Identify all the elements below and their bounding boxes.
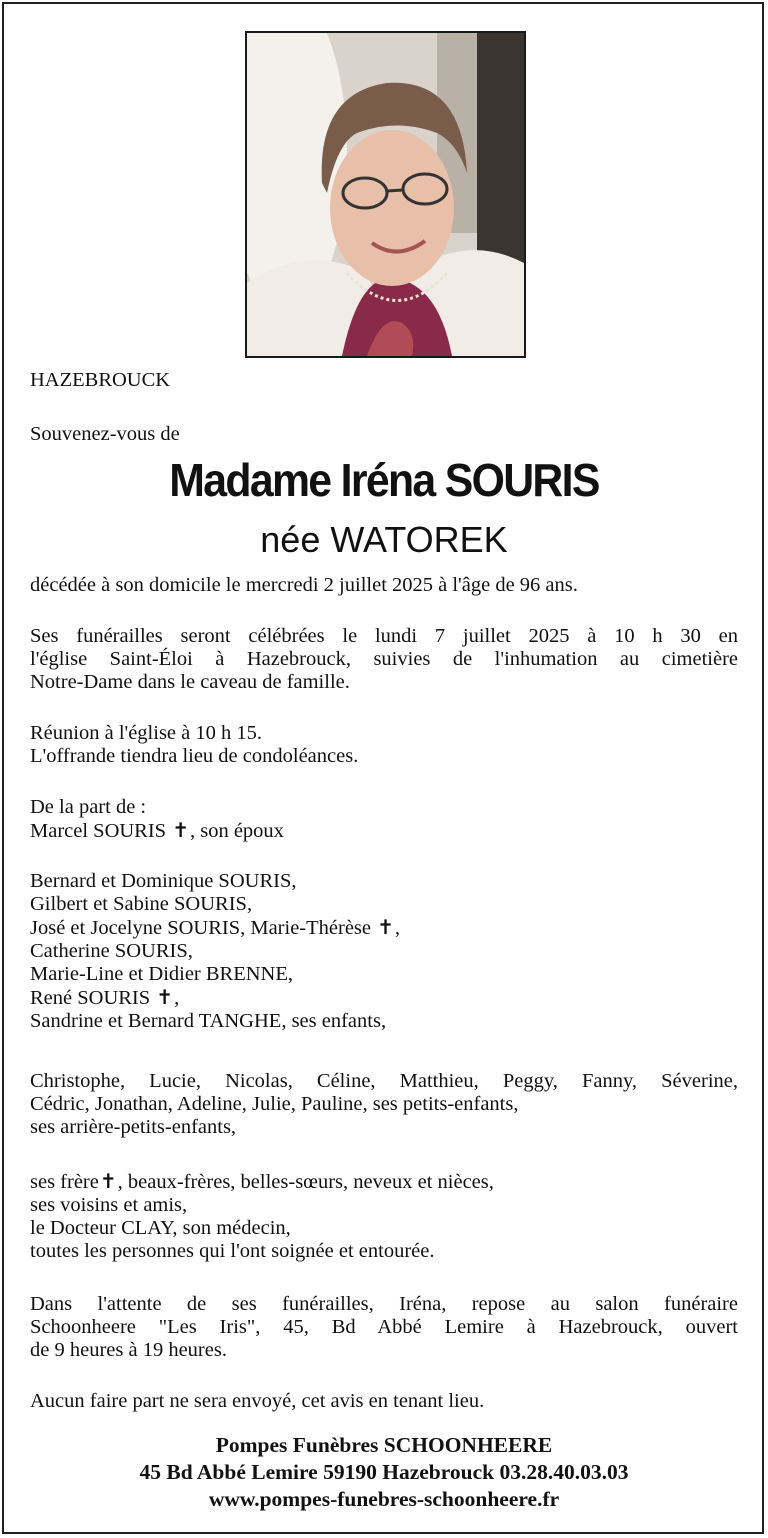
offering-text: L'offrande tiendra lieu de condoléances. (30, 745, 359, 767)
grandchildren-line-3: ses arrière-petits-enfants, (30, 1116, 237, 1138)
children-list (30, 870, 738, 1033)
rest-line-2: Schoonheere "Les Iris", 45, Bd Abbé Lemire à Hazebrouck, ouvert (30, 1316, 738, 1338)
funeral-home-footer (0, 1432, 768, 1513)
meeting-paragraph (30, 722, 738, 768)
rest-paragraph (30, 1293, 738, 1362)
family-line-1 (30, 1170, 738, 1194)
child-line: Gilbert et Sabine SOURIS, (30, 893, 253, 915)
child-text: René SOURIS (30, 987, 151, 1009)
meeting-text: Réunion à l'église à 10 h 15. (30, 722, 262, 744)
rest-line-3: de 9 heures à 19 heures. (30, 1339, 227, 1361)
funeral-line-1: Ses funérailles seront célébrées le lundi 7 juillet 2025 à 10 h 30 en (30, 625, 738, 647)
child-text-end: , (174, 987, 180, 1009)
grandchildren-paragraph (30, 1070, 738, 1139)
cross-icon: ✝ (156, 985, 174, 1009)
family-paragraph (30, 1170, 738, 1263)
spouse-role: , son époux (189, 820, 284, 842)
portrait-photo (245, 31, 526, 358)
child-text: José et Jocelyne SOURIS, Marie-Thérèse (30, 917, 372, 939)
family-text: , beaux-frères, belles-sœurs, neveux et nièces, (117, 1171, 494, 1193)
funeral-line-3: Notre-Dame dans le caveau de famille. (30, 671, 350, 693)
spouse-line (30, 819, 738, 843)
funeral-line-2: l'église Saint-Éloi à Hazebrouck, suivies de l'inhumation au cimetière (30, 648, 738, 670)
intro-text: Souvenez-vous de (30, 423, 180, 445)
family-text: ses frère (30, 1171, 99, 1193)
funeral-paragraph (30, 625, 738, 694)
cross-icon: ✝ (99, 1169, 117, 1193)
child-line: Bernard et Dominique SOURIS, (30, 870, 297, 892)
rest-line-1: Dans l'attente de ses funérailles, Iréna, repose au salon funéraire (30, 1293, 738, 1315)
closing-text: Aucun faire part ne sera envoyé, cet avis en tenant lieu. (30, 1390, 485, 1412)
cross-icon: ✝ (377, 915, 394, 939)
company-website: www.pompes-funebres-schoonheere.fr (208, 1487, 560, 1511)
death-announcement: décédée à son domicile le mercredi 2 juillet 2025 à l'âge de 96 ans. (30, 574, 578, 596)
child-line: Catherine SOURIS, (30, 940, 193, 962)
company-address: 45 Bd Abbé Lemire 59190 Hazebrouck 03.28.40.03.03 (139, 1460, 629, 1484)
deceased-name: Madame Iréna SOURIS (169, 454, 599, 506)
child-line (30, 916, 738, 940)
company-name: Pompes Funèbres SCHOONHEERE (215, 1433, 553, 1457)
spouse-name: Marcel SOURIS (30, 820, 167, 842)
grandchildren-line-1: Christophe, Lucie, Nicolas, Céline, Matthieu, Peggy, Fanny, Séverine, (30, 1070, 738, 1092)
child-text-end: , (394, 917, 401, 939)
child-line: Marie-Line et Didier BRENNE, (30, 963, 294, 985)
family-line-3: le Docteur CLAY, son médecin, (30, 1217, 291, 1239)
family-line-4: toutes les personnes qui l'ont soignée et entourée. (30, 1240, 435, 1262)
grandchildren-line-2: Cédric, Jonathan, Adeline, Julie, Pauline, ses petits-enfants, (30, 1093, 519, 1115)
child-line: Sandrine et Bernard TANGHE, ses enfants, (30, 1010, 387, 1032)
maiden-name: née WATOREK (260, 519, 508, 560)
cross-icon: ✝ (172, 818, 189, 842)
family-line-2: ses voisins et amis, (30, 1194, 188, 1216)
from-paragraph (30, 796, 738, 843)
town-label: HAZEBROUCK (30, 369, 171, 391)
child-line (30, 986, 738, 1010)
from-label: De la part de : (30, 796, 147, 818)
